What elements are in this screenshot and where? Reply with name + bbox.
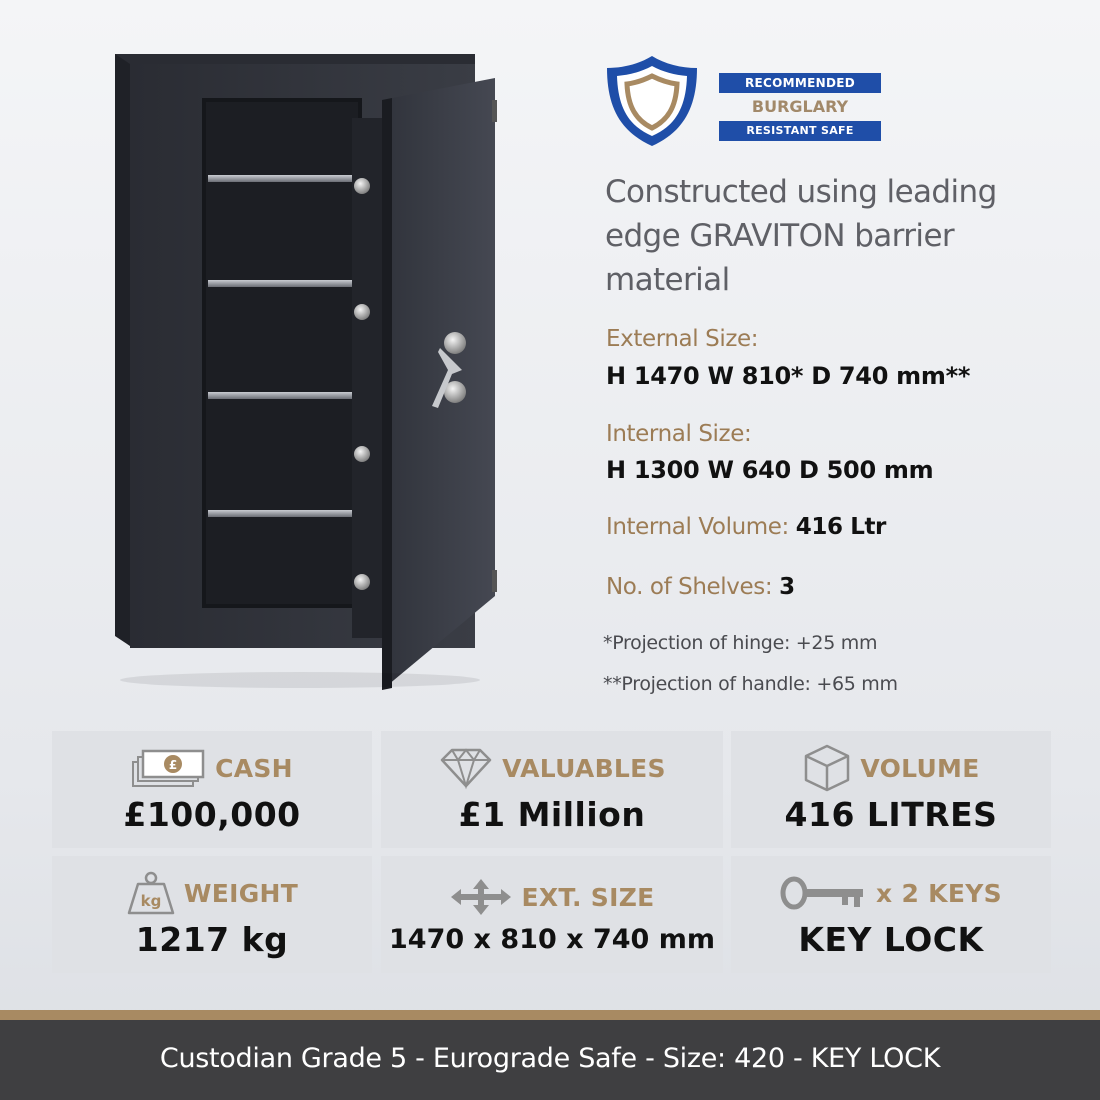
diamond-icon xyxy=(438,746,494,790)
headline: Constructed using leading edge GRAVITON barrier material xyxy=(605,174,997,298)
volume-label: VOLUME xyxy=(860,753,980,783)
ext-size-label: EXT. SIZE xyxy=(521,882,655,912)
handle-note: **Projection of handle: +65 mm xyxy=(603,673,898,695)
tile-valuables xyxy=(381,731,723,848)
product-image-safe xyxy=(100,40,520,700)
shelves-row xyxy=(606,574,795,600)
footer-product-title: Custodian Grade 5 - Eurograde Safe - Size: 420 - KEY LOCK xyxy=(0,1020,1100,1100)
shield-icon xyxy=(603,52,701,150)
tile-keys xyxy=(731,856,1051,973)
internal-volume-value: 416 Ltr xyxy=(795,514,886,540)
valuables-value: £1 Million xyxy=(458,795,646,834)
valuables-label: VALUABLES xyxy=(502,753,666,783)
svg-text:£: £ xyxy=(168,758,178,772)
cube-icon xyxy=(802,743,852,793)
cash-value: £100,000 xyxy=(123,795,301,834)
key-icon xyxy=(780,875,868,911)
badge-line-recommended: RECOMMENDED xyxy=(719,73,881,93)
tile-ext-size xyxy=(381,856,723,973)
internal-volume-label: Internal Volume: xyxy=(606,514,789,540)
badge-line-resistant-safe: RESISTANT SAFE xyxy=(719,121,881,141)
tile-volume xyxy=(731,731,1051,848)
weight-label: WEIGHT xyxy=(183,878,299,908)
ext-size-value: 1470 x 810 x 740 mm xyxy=(389,924,715,955)
badge-line-burglary: BURGLARY xyxy=(751,97,849,116)
external-size-value: H 1470 W 810* D 740 mm** xyxy=(606,362,971,390)
weight-icon xyxy=(126,870,176,916)
shelves-value: 3 xyxy=(779,574,795,600)
weight-value: 1217 kg xyxy=(135,920,289,959)
tile-cash xyxy=(52,731,372,848)
internal-volume-row xyxy=(606,514,886,540)
weight-icon-text: kg xyxy=(140,892,162,910)
hinge-note: *Projection of hinge: +25 mm xyxy=(603,632,878,654)
footer-divider xyxy=(0,1010,1100,1020)
external-size-label: External Size: xyxy=(606,326,759,352)
cash-label: CASH xyxy=(215,753,293,783)
shelves-label: No. of Shelves: xyxy=(606,574,773,600)
keys-label: x 2 KEYS xyxy=(876,878,1002,908)
burglary-badge xyxy=(603,52,893,150)
tile-weight xyxy=(52,856,372,973)
internal-size-label: Internal Size: xyxy=(606,421,752,447)
arrows-icon xyxy=(449,877,513,917)
keys-value: KEY LOCK xyxy=(798,920,984,959)
volume-value: 416 LITRES xyxy=(784,795,998,834)
internal-size-value: H 1300 W 640 D 500 mm xyxy=(606,456,934,484)
cash-icon xyxy=(131,748,207,788)
